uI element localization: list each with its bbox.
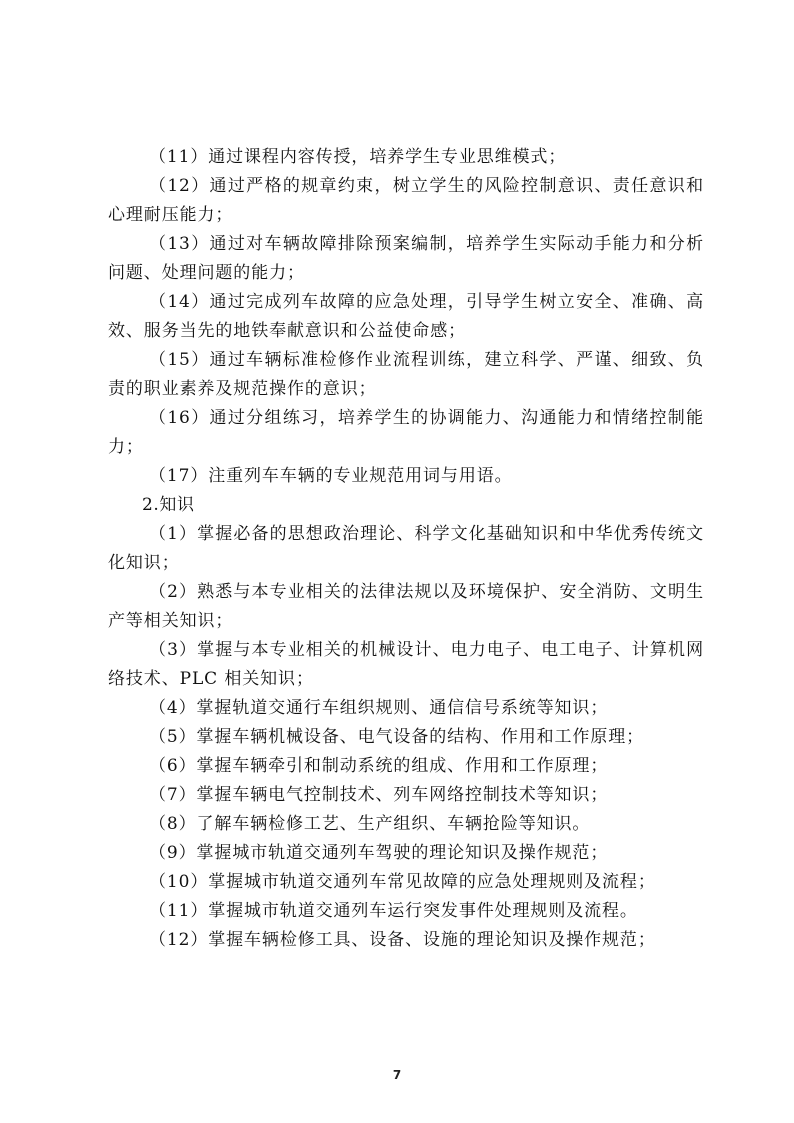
goal-item-13: （13）通过对车辆故障排除预案编制，培养学生实际动手能力和分析问题、处理问题的能力；: [108, 234, 704, 283]
goal-item-17: （17）注重列车车辆的专业规范用词与用语。: [149, 466, 513, 486]
knowledge-item-1: （1）掌握必备的思想政治理论、科学文化基础知识和中华优秀传统文化知识；: [108, 524, 704, 573]
knowledge-item-9: （9）掌握城市轨道交通列车驾驶的理论知识及操作规范；: [149, 843, 609, 863]
goal-item-16: （16）通过分组练习，培养学生的协调能力、沟通能力和情绪控制能力；: [108, 408, 704, 457]
knowledge-item-7: （7）掌握车辆电气控制技术、列车网络控制技术等知识；: [149, 785, 609, 805]
knowledge-item-12: （12）掌握车辆检修工具、设备、设施的理论知识及操作规范；: [149, 930, 656, 950]
goal-item-11: （11）通过课程内容传授，培养学生专业思维模式；: [149, 147, 567, 167]
knowledge-item-11: （11）掌握城市轨道交通列车运行突发事件处理规则及流程。: [149, 901, 638, 921]
knowledge-item-10: （10）掌握城市轨道交通列车常见故障的应急处理规则及流程；: [149, 872, 656, 892]
goal-item-12: （12）通过严格的规章约束，树立学生的风险控制意识、责任意识和心理耐压能力；: [108, 176, 704, 225]
knowledge-item-2: （2）熟悉与本专业相关的法律法规以及环境保护、安全消防、文明生产等相关知识；: [108, 582, 704, 631]
knowledge-heading: 2.知识: [142, 495, 195, 515]
goal-item-15: （15）通过车辆标准检修作业流程训练，建立科学、严谨、细致、负责的职业素养及规范操作的意识；: [108, 350, 704, 399]
knowledge-item-5: （5）掌握车辆机械设备、电气设备的结构、作用和工作原理；: [149, 727, 645, 747]
page-number: 7: [392, 1068, 402, 1082]
knowledge-item-3: （3）掌握与本专业相关的机械设计、电力电子、电工电子、计算机网络技术、PLC 相关知识；: [108, 640, 704, 689]
goal-item-14: （14）通过完成列车故障的应急处理，引导学生树立安全、准确、高效、服务当先的地铁奉献意识和公益使命感；: [108, 292, 704, 341]
page-content: [108, 143, 704, 955]
knowledge-item-4: （4）掌握轨道交通行车组织规则、通信信号系统等知识；: [149, 698, 609, 718]
knowledge-item-6: （6）掌握车辆牵引和制动系统的组成、作用和工作原理；: [149, 756, 609, 776]
knowledge-item-8: （8）了解车辆检修工艺、生产组织、车辆抢险等知识。: [149, 814, 591, 834]
